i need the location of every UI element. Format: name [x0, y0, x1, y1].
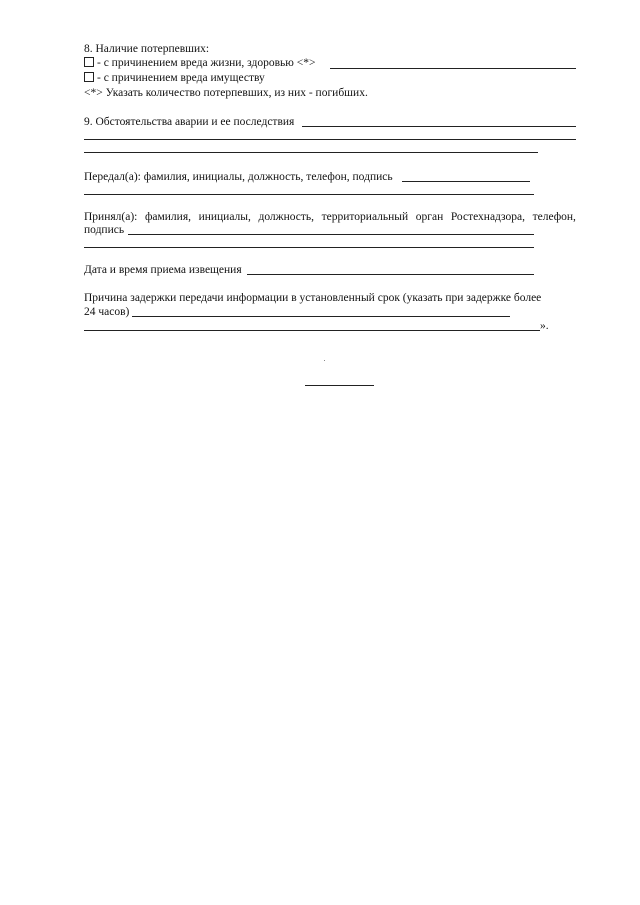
circumstances-fill-line-1[interactable] [302, 126, 576, 127]
health-harm-label: - с причинением вреда жизни, здоровью <*> [97, 57, 316, 69]
transmitted-by-label: Передал(а): фамилия, инициалы, должность, телефон, подпись [84, 171, 393, 183]
scan-speck [324, 360, 325, 361]
property-harm-label: - с причинением вреда имуществу [97, 72, 265, 84]
section-9-title: 9. Обстоятельства аварии и ее последствия [84, 116, 295, 128]
received-by-word: инициалы, [198, 211, 251, 223]
received-by-word: фамилия, [144, 211, 191, 223]
circumstances-fill-line-2[interactable] [84, 139, 576, 140]
received-by-word: территориальный [321, 211, 409, 223]
end-separator-line [305, 385, 374, 386]
circumstances-fill-line-3[interactable] [84, 152, 538, 153]
section-8-title: 8. Наличие потерпевших: [84, 43, 210, 55]
transmitted-by-fill-line-2[interactable] [84, 194, 534, 195]
received-by-word: орган [415, 211, 444, 223]
health-harm-fill-line[interactable] [330, 68, 576, 69]
receipt-datetime-label: Дата и время приема извещения [84, 264, 242, 276]
received-by-word: Ростехнадзора, [450, 211, 525, 223]
health-harm-checkbox[interactable] [84, 57, 94, 67]
received-by-fill-line-2[interactable] [84, 247, 534, 248]
delay-reason-fill-line-1[interactable] [132, 316, 510, 317]
received-by-word: телефон, [532, 211, 576, 223]
received-by-fill-line-1[interactable] [128, 234, 534, 235]
property-harm-option [84, 72, 265, 85]
health-harm-option [84, 57, 315, 70]
property-harm-checkbox[interactable] [84, 72, 94, 82]
receipt-datetime-fill-line[interactable] [247, 274, 534, 275]
received-by-label [84, 211, 576, 224]
delay-reason-label-line-1: Причина задержки передачи информации в установленный срок (указать при задержке более [84, 292, 542, 304]
victims-footnote: <*> Указать количество потерпевших, из них - погибших. [84, 87, 368, 99]
closing-quote: ». [540, 320, 549, 332]
transmitted-by-fill-line-1[interactable] [402, 181, 530, 182]
delay-reason-label-line-2: 24 часов) [84, 306, 130, 318]
received-by-word: должность, [258, 211, 315, 223]
delay-reason-fill-line-2[interactable] [84, 330, 540, 331]
received-by-word: Принял(а): [84, 211, 138, 223]
received-by-label-cont: подпись [84, 224, 125, 236]
